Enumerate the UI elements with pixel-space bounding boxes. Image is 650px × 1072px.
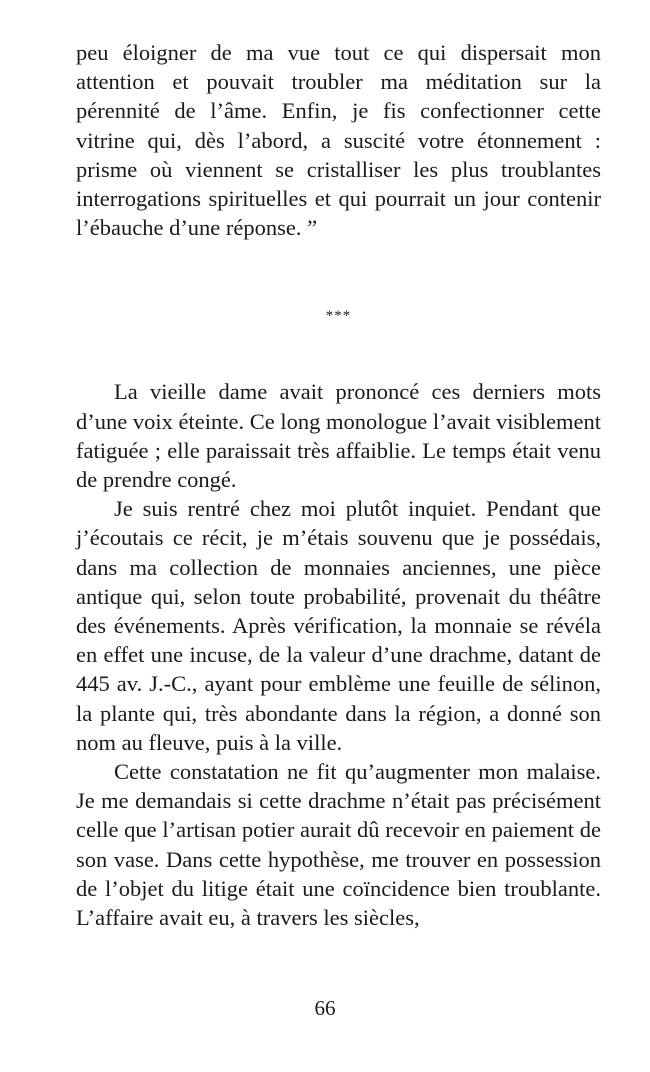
paragraph: La vieille dame avait prononcé ces derniers mots d’une voix éteinte. Ce long monologue l’avait visiblement fatiguée ; elle paraissait très affaiblie. Le temps était venu de prendre congé. [76, 379, 601, 493]
section-separator: *** [325, 308, 352, 325]
page-body [76, 38, 601, 932]
paragraph: Je suis rentré chez moi plutôt inquiet. Pendant que j’écoutais ce récit, je m’étais souvenu que je possédais, dans ma collection de monnaies anciennes, une pièce antique qui, selon toute probabilité, provenait du théâtre des événements. Après vérification, la monnaie se révéla en effet une incuse, de la valeur d’une drachme, datant de 445 av. J.-C., ayant pour emblème une feuille de sélinon, la plante qui, très abondante dans la région, a donné son nom au fleuve, puis à la ville. [76, 496, 601, 755]
paragraph-continued: peu éloigner de ma vue tout ce qui dispersait mon attention et pouvait troubler ma méditation sur la pérennité de l’âme. Enfin, je fis confectionner cette vitrine qui, dès l’abord, a suscité votre étonnement : prisme où viennent se cristalliser les plus troublantes interrogations spirituelles et qui pourrait un jour contenir l’ébauche d’une réponse. ” [76, 40, 601, 241]
section-gap [76, 325, 601, 377]
paragraph: Cette constatation ne fit qu’augmenter mon malaise. Je me demandais si cette drachme n’était pas précisément celle que l’artisan potier aurait dû recevoir en paiement de son vase. Dans cette hypothèse, me trouver en possession de l’objet du litige était une coïncidence bien troublante. L’affaire avait eu, à travers les siècles, [76, 759, 601, 931]
page-number: 66 [314, 996, 336, 1020]
